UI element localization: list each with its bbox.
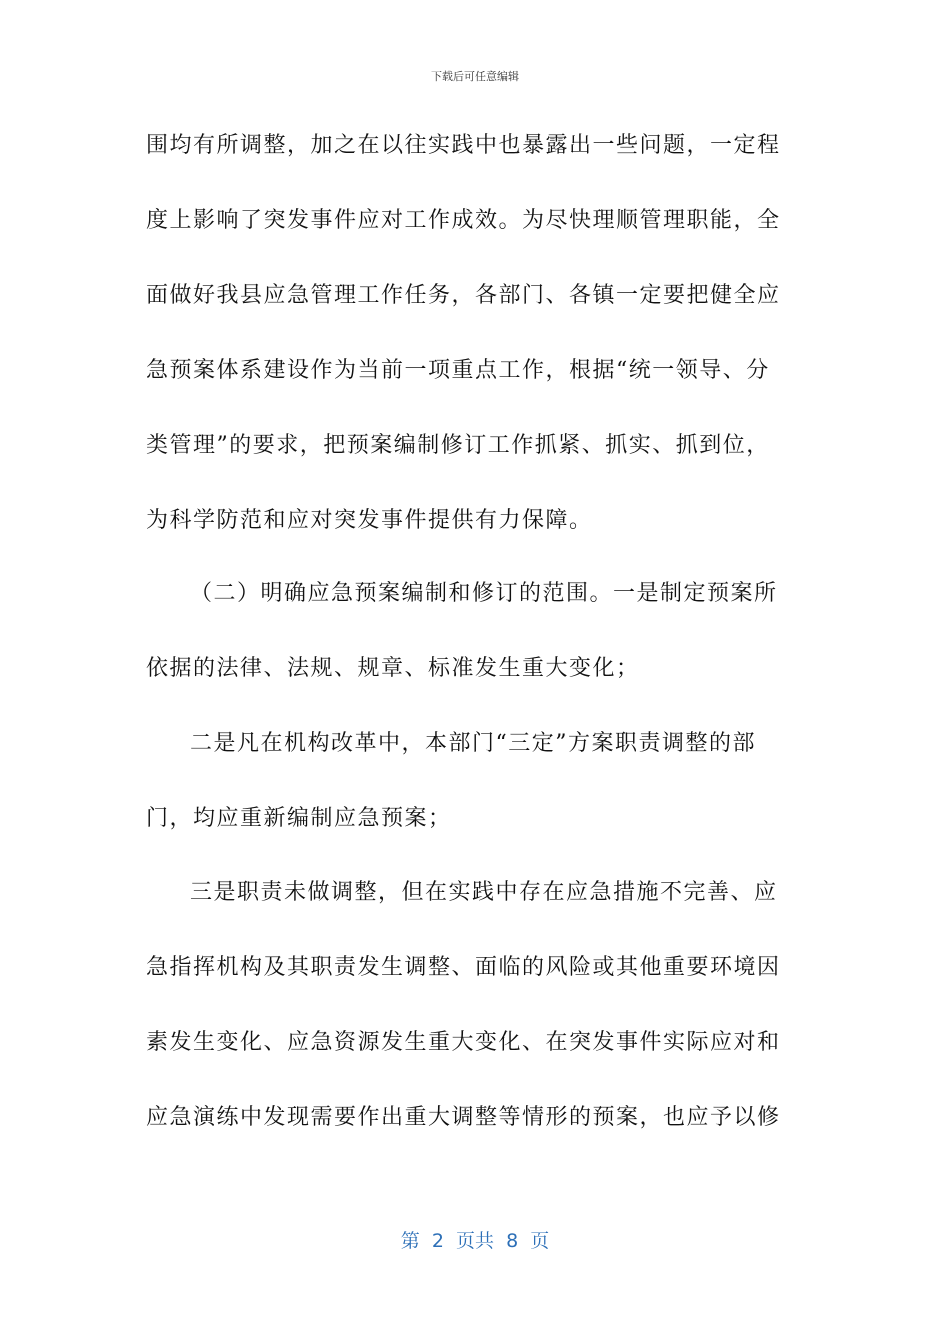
page-number-footer: 第 2 页共 8 页 — [400, 1230, 550, 1252]
text-line: 应急演练中发现需要作出重大调整等情形的预案，也应予以修 — [146, 1105, 781, 1130]
text-line: 面做好我县应急管理工作任务，各部门、各镇一定要把健全应 — [146, 283, 781, 308]
text-line: 素发生变化、应急资源发生重大变化、在突发事件实际应对和 — [146, 1030, 781, 1055]
text-line: 门，均应重新编制应急预案； — [146, 806, 452, 831]
text-line: 为科学防范和应对突发事件提供有力保障。 — [146, 508, 593, 533]
text-line: 依据的法律、法规、规章、标准发生重大变化； — [146, 656, 640, 681]
header-note: 下载后可任意编辑 — [431, 70, 519, 83]
text-line: （二）明确应急预案编制和修订的范围。一是制定预案所 — [190, 581, 778, 606]
text-line: 类管理”的要求，把预案编制修订工作抓紧、抓实、抓到位， — [146, 433, 770, 458]
text-line: 急指挥机构及其职责发生调整、面临的风险或其他重要环境因 — [146, 955, 781, 980]
text-line: 度上影响了突发事件应对工作成效。为尽快理顺管理职能，全 — [146, 208, 781, 233]
text-line: 二是凡在机构改革中，本部门“三定”方案职责调整的部 — [190, 731, 756, 756]
text-line: 围均有所调整，加之在以往实践中也暴露出一些问题，一定程 — [146, 133, 781, 158]
text-line: 急预案体系建设作为当前一项重点工作，根据“统一领导、分 — [146, 358, 770, 383]
text-line: 三是职责未做调整，但在实践中存在应急措施不完善、应 — [190, 880, 778, 905]
